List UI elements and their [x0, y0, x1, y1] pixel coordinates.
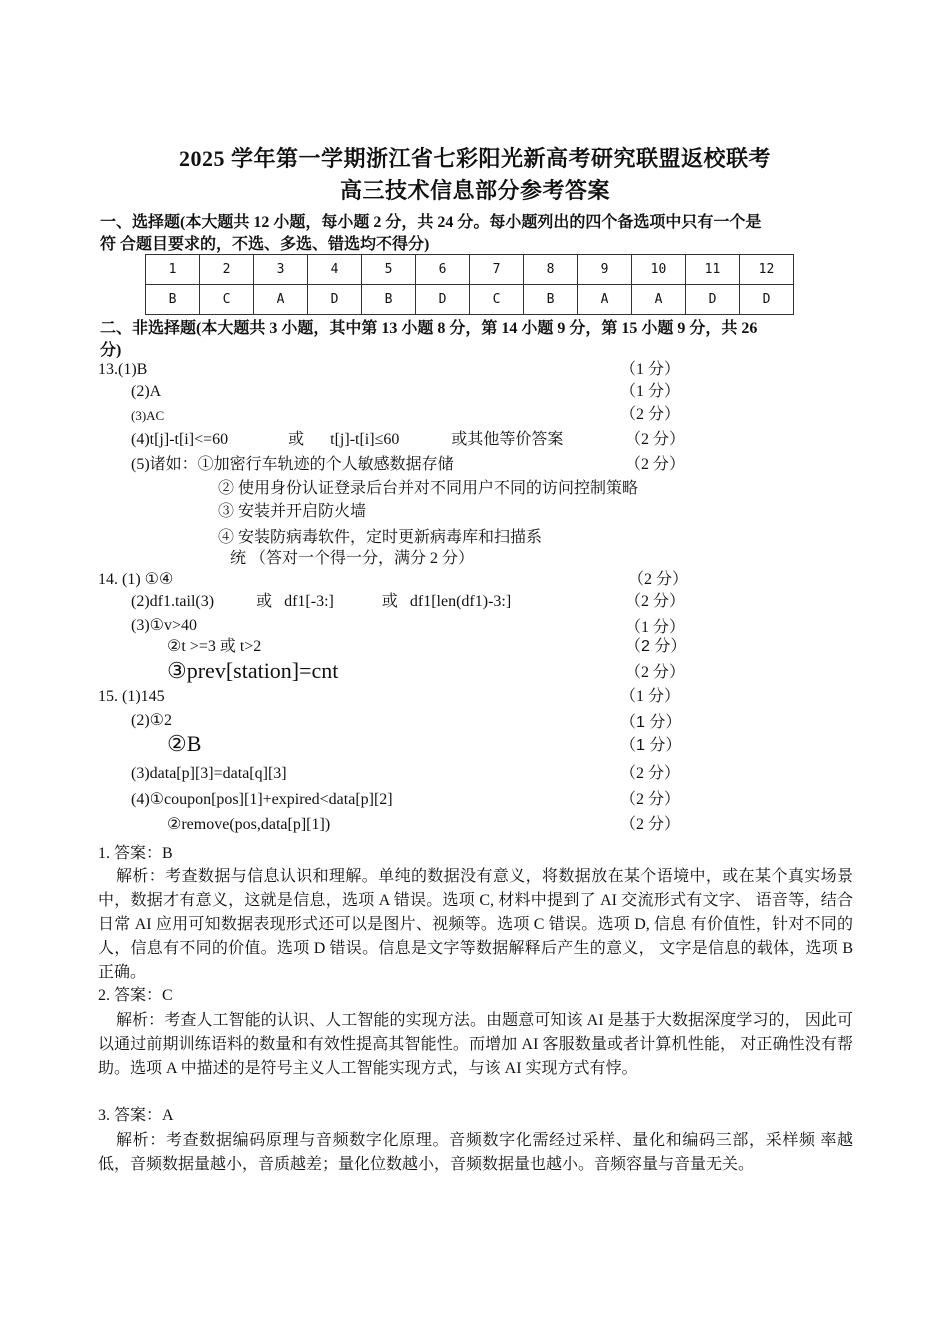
q13-part1: 13.(1)B	[98, 361, 148, 378]
q15-part2: (2)①2	[131, 712, 172, 729]
q14-part3: (3)①v>40	[131, 617, 198, 634]
q14-part3-blank3-score: （2 分）	[625, 664, 686, 681]
section2-heading-line2: 分)	[100, 342, 122, 359]
table-cell: 5	[362, 255, 416, 285]
q15-part3-score: （2 分）	[620, 765, 681, 782]
section1-heading	[100, 212, 850, 256]
q13-part5-item4: ④ 安装防病毒软件，定时更新病毒库和扫描系	[218, 529, 543, 546]
q14-part2	[131, 592, 511, 612]
table-cell: 4	[308, 255, 362, 285]
q13-part3-score: （2 分）	[620, 406, 681, 423]
q15-part4-blank2-score: （2 分）	[620, 816, 681, 833]
q14-part2-or2: 或	[381, 593, 398, 610]
q13-part5: (5)诸如：①加密行车轨迹的个人敏感数据存储	[131, 456, 454, 473]
table-cell: 12	[740, 255, 794, 285]
q13-part4-alt: t[j]-t[i]≤60	[330, 431, 400, 448]
q15-part2-score: （1 分）	[620, 714, 682, 731]
section2-heading-line1: 二、非选择题(本大题共 3 小题，其中第 13 小题 8 分，第 14 小题 9 分，第 15 小题 9 分，共 26	[100, 320, 758, 337]
q15-part2-blank2: ②B	[167, 731, 202, 756]
q13-part5-item2: ② 使用身份认证登录后台并对不同用户不同的访问控制策略	[218, 480, 639, 497]
table-cell: 10	[632, 255, 686, 285]
q15-part4-score: （2 分）	[620, 791, 681, 808]
table-cell: 8	[524, 255, 578, 285]
table-cell: D	[740, 285, 794, 315]
table-cell: 7	[470, 255, 524, 285]
document-title-line2: 高三技术信息部分参考答案	[339, 178, 610, 203]
q15-part4: (4)①coupon[pos][1]+expired<data[p][2]	[131, 791, 393, 808]
q14-part1-score: （2 分）	[628, 571, 689, 588]
table-cell: 6	[416, 255, 470, 285]
q15-part1: 15. (1)145	[98, 688, 165, 705]
q14-part3-blank2-score: （2 分）	[625, 638, 687, 655]
q13-part5-score: （2 分）	[625, 456, 686, 473]
table-cell: C	[470, 285, 524, 315]
table-cell: B	[362, 285, 416, 315]
q13-part1-score: （1 分）	[620, 361, 681, 378]
table-cell: B	[146, 285, 200, 315]
q14-part2-alt2: df1[len(df1)-3:]	[409, 593, 512, 610]
table-cell: A	[254, 285, 308, 315]
q13-part4-note: 或其他等价答案	[451, 431, 564, 448]
table-cell: A	[632, 285, 686, 315]
table-cell: C	[200, 285, 254, 315]
table-cell: A	[578, 285, 632, 315]
q15-part3: (3)data[p][3]=data[q][3]	[131, 765, 287, 782]
table-cell: D	[416, 285, 470, 315]
table-cell: 1	[146, 255, 200, 285]
q13-part5-note: 统 （答对一个得一分，满分 2 分）	[230, 550, 475, 567]
q14-part2-alt1: df1[-3:]	[284, 593, 334, 610]
q13-part4-answer: (4)t[j]-t[i]<=60	[131, 431, 229, 448]
answer-table-numbers-row	[146, 255, 794, 285]
q13-part4-or: 或	[288, 431, 305, 448]
table-cell: B	[524, 285, 578, 315]
explanation-3-text: 解析：考查数据编码原理与音频数字化原理。音频数字化需经过采样、量化和编码三部，采样频 率越低，音频数据量越小，音质越差；量化位数越小，音频数据量也越小。音频容量与音量无关。	[98, 1132, 853, 1173]
q15-part4-blank2: ②remove(pos,data[p][1])	[167, 816, 331, 833]
section1-heading-line1: 一、选择题(本大题共 12 小题，每小题 2 分，共 24 分。每小题列出的四个备选项中只有一个是	[100, 214, 762, 231]
q13-part5-item3: ③ 安装并开启防火墙	[218, 503, 367, 520]
explanation-3-answer: 3. 答案：A	[98, 1107, 174, 1124]
q13-part4	[131, 430, 563, 450]
q14-part1: 14. (1) ①④	[98, 571, 174, 588]
q13-part2-score: （1 分）	[620, 383, 681, 400]
q14-part2-or1: 或	[256, 593, 273, 610]
q13-part3: (3)AC	[131, 408, 165, 423]
q14-part3-blank3: ③prev[station]=cnt	[167, 658, 339, 683]
explanation-2-text: 解析：考查人工智能的认识、人工智能的实现方法。由题意可知该 AI 是基于大数据深度学习的， 因此可以通过前期训练语料的数量和有效性提高其智能性。而增加 AI 客服数量或者计算机性能， 对正确性没有帮助。选项 A 中描述的是符号主义人工智能实现方式，与该 AI 实现方式有悖。	[98, 1012, 853, 1077]
q14-part2-answer: (2)df1.tail(3)	[131, 593, 215, 610]
section1-heading-line2: 符 合题目要求的，不选、多选、错选均不得分)	[100, 236, 430, 253]
section2-heading	[100, 318, 850, 362]
table-cell: 9	[578, 255, 632, 285]
q15-part1-score: （1 分）	[620, 688, 681, 705]
q14-part3-blank2: ②t >=3 或 t>2	[167, 638, 262, 655]
explanation-1-text: 解析：考查数据与信息认识和理解。单纯的数据没有意义，将数据放在某个语境中，或在某个真实场景中，数据才有意义，这就是信息，选项 A 错误。选项 C, 材料中提到了 AI 交流形式有文字、 语音等，结合日常 AI 应用可知数据表现形式还可以是图片、视频等。选项 C 错误。选项 D, 信息 有价值性，针对不同的人，信息有不同的价值。选项 D 错误。信息是文字等数据解释后产生的意义， 文字是信息的载体，选项 B 正确。	[98, 868, 853, 981]
table-cell: 11	[686, 255, 740, 285]
answer-table	[145, 254, 794, 315]
table-cell: 3	[254, 255, 308, 285]
q14-part2-score: （2 分）	[625, 593, 686, 610]
table-cell: 2	[200, 255, 254, 285]
document-title-line1: 2025 学年第一学期浙江省七彩阳光新高考研究联盟返校联考	[178, 146, 771, 171]
answer-table-answers-row	[146, 285, 794, 315]
explanation-2-answer: 2. 答案：C	[98, 987, 173, 1004]
table-cell: D	[686, 285, 740, 315]
q15-part2-blank2-score: （1 分）	[620, 737, 682, 754]
explanation-1-answer: 1. 答案：B	[98, 845, 173, 862]
q13-part4-score: （2 分）	[625, 431, 686, 448]
q13-part2: (2)A	[131, 383, 162, 400]
table-cell: D	[308, 285, 362, 315]
q14-part3-score: （1 分）	[625, 619, 686, 636]
